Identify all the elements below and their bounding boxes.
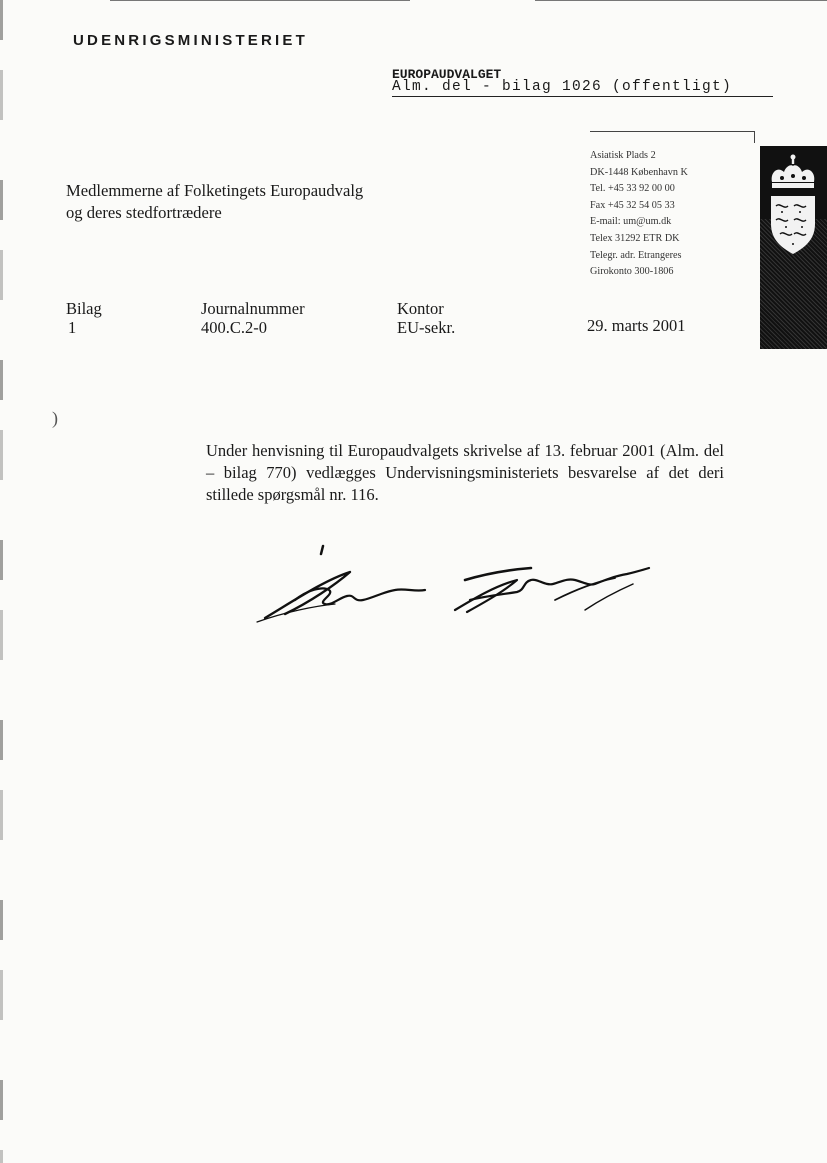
royal-crest-icon — [764, 152, 822, 262]
address-block — [590, 148, 688, 281]
address-line: Telegr. adr. Etrangeres — [590, 249, 682, 261]
kontor-value: EU-sekr. — [397, 318, 456, 337]
address-rule-corner — [754, 131, 755, 143]
bilag-label: Bilag — [66, 299, 102, 318]
address-line: DK-1448 København K — [590, 166, 688, 178]
kontor-label: Kontor — [397, 299, 444, 318]
scan-top-line — [110, 0, 410, 1]
crest-band — [760, 146, 827, 349]
ministry-name: UDENRIGSMINISTERIET — [73, 32, 308, 49]
recipient-line: Medlemmerne af Folketingets Europaudvalg — [66, 181, 364, 200]
scan-edge-left — [0, 0, 3, 1163]
address-line: Telex 31292 ETR DK — [590, 232, 680, 244]
scan-top-line — [535, 0, 827, 1]
letter-date: 29. marts 2001 — [587, 316, 686, 335]
stamp-committee: EUROPAUDVALGET — [392, 67, 502, 82]
handwritten-signature — [255, 540, 655, 630]
bilag-value: 1 — [68, 318, 77, 337]
stamp-reference: Alm. del - bilag 1026 (offentligt) — [392, 79, 773, 97]
address-line: E-mail: um@um.dk — [590, 216, 672, 228]
address-line: Tel. +45 33 92 00 00 — [590, 183, 675, 195]
address-line: Asiatisk Plads 2 — [590, 150, 656, 161]
address-rule — [590, 131, 754, 132]
address-line: Fax +45 32 54 05 33 — [590, 199, 675, 211]
letter-body: Under henvisning til Europaudvalgets skrivelse af 13. februar 2001 (Alm. del – bilag 770) vedlægges Undervisningsministeriets besvarelse af det deri stillede spørgsmål nr. 116. — [206, 441, 724, 504]
address-line: Girokonto 300-1806 — [590, 266, 674, 278]
recipient-line: og deres stedfortrædere — [66, 203, 222, 222]
scan-mark: ) — [52, 408, 58, 428]
journal-value: 400.C.2-0 — [201, 318, 267, 337]
recipient-block — [66, 180, 363, 224]
journal-label: Journalnummer — [201, 299, 305, 318]
